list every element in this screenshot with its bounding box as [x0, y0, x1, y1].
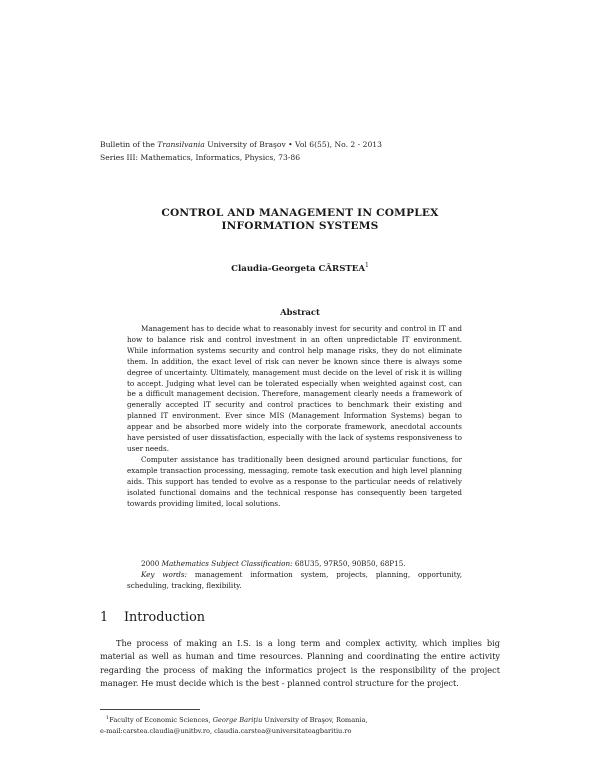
author-name: Claudia-Georgeta CÂRSTEA	[231, 263, 366, 274]
journal-line-1: Bulletin of the Transilvania University of Braşov • Vol 6(55), No. 2 - 2013	[100, 140, 382, 149]
author	[100, 262, 500, 274]
footnote	[100, 713, 500, 736]
title-line-2: INFORMATION SYSTEMS	[221, 220, 379, 232]
author-footnote-marker: 1	[365, 262, 369, 269]
section-heading	[100, 610, 205, 625]
keywords-line: Key words: management information system, projects, planning, opportunity, scheduling, tracking, flexibility.	[127, 569, 462, 590]
journal-name-italic: Transilvania	[157, 140, 205, 149]
abstract-paragraph-1: Management has to decide what to reasonably invest for security and control in IT and how to balance risk and control investment in an often unpredictable IT environment. While information systems security and control help manage risks, they do not eliminate them. In addition, the exact level of risk can never be known since there is always some degree of uncertainty. Ultimately, management must decide on the level of risk it is willing to accept. Judging what level can be tolerated especially when weighted against cost, can be a difficult management decision. Therefore, management clearly needs a framework of generally accepted IT security and control practices to benchmark their existing and planned IT environment. Ever since MIS (Management Information Systems) began to appear and be absorbed more widely into the corporate framework, anecdotal accounts have persisted of user dissatisfaction, especially with the lack of systems responsiveness to user needs.	[127, 324, 462, 453]
classification-block	[127, 559, 462, 592]
abstract-body	[127, 324, 462, 509]
title-line-1: CONTROL AND MANAGEMENT IN COMPLEX	[161, 207, 439, 219]
introduction-paragraph: The process of making an I.S. is a long term and complex activity, which implies big material as well as human and time resources. Planning and coordinating the entire activity regarding the process of making the informatics project is the responsibility of the project manager. He must decide which is the best - planned control structure for the project.	[100, 638, 500, 689]
introduction-body	[100, 637, 500, 691]
footnote-line-1: $^1$Faculty of Economic Sciences, George Bariţiu University of Braşov, Romania,	[106, 715, 368, 725]
footnote-email-line: e-mail:carstea.claudia@unitbv.ro, claudia.carstea@universitateagbaritiu.ro	[100, 726, 352, 735]
abstract-heading: Abstract	[280, 307, 320, 317]
footnote-rule	[100, 709, 200, 710]
paper-title	[100, 207, 500, 233]
section-title: Introduction	[124, 610, 206, 625]
abstract-paragraph-2: Computer assistance has traditionally been designed around particular functions, for example transaction processing, messaging, remote task execution and high level planning aids. This support has tended to evolve as a response to the particular needs of relatively isolated functional domains and the technical response has consequently been targeted towards providing limited, local solutions.	[127, 454, 462, 508]
journal-header	[100, 138, 382, 164]
section-number: 1	[100, 610, 109, 625]
journal-line-2: Series III: Mathematics, Informatics, Physics, 73-86	[100, 153, 301, 162]
msc-line: 2000 Mathematics Subject Classification: 68U35, 97R50, 90B50, 68P15.	[141, 559, 406, 568]
